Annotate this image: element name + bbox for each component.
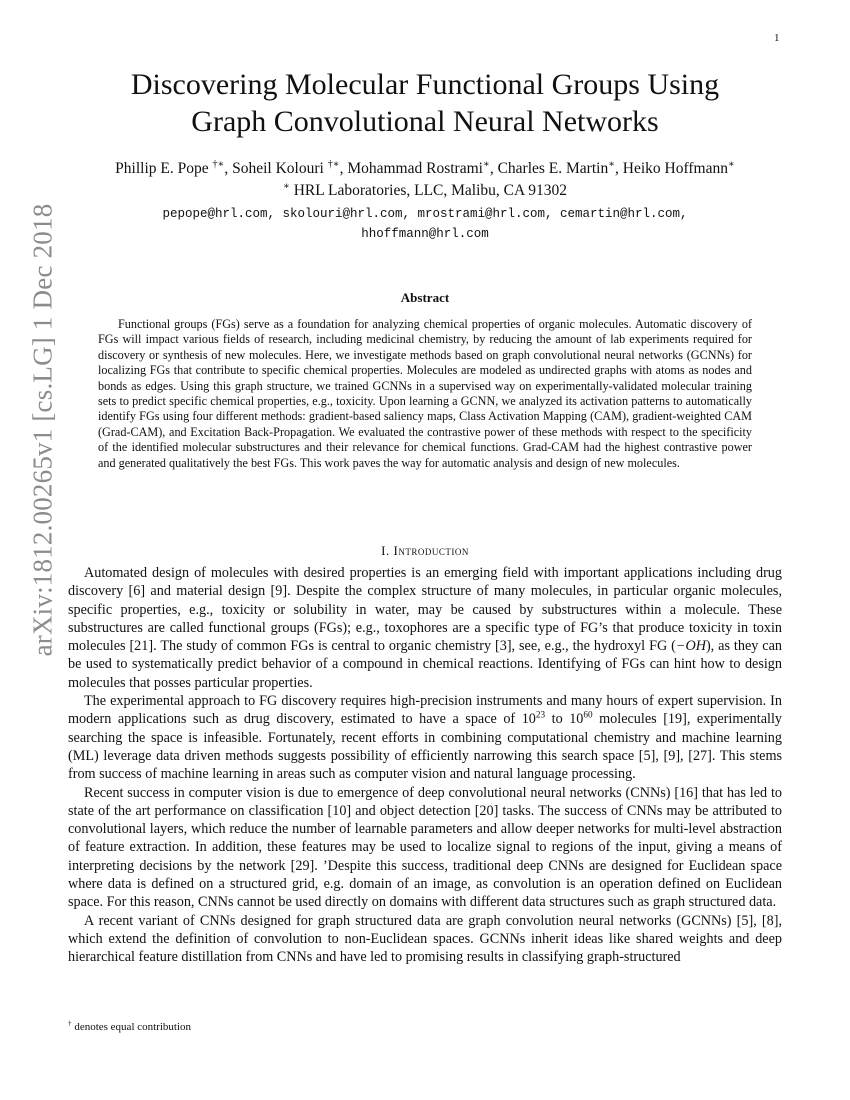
- author-2: Soheil Kolouri †∗,: [232, 158, 348, 177]
- affiliation-mark: ∗: [283, 180, 290, 192]
- page-number: 1: [774, 32, 780, 44]
- paper-header: [0, 66, 850, 244]
- exponent-10-23: $10^{23}$: [521, 709, 546, 728]
- title-line-2: Graph Convolutional Neural Networks: [191, 105, 659, 138]
- author-3: Mohammad Rostrami∗,: [347, 158, 498, 177]
- emails-line-2: hhoffmann@hrl.com: [361, 227, 489, 241]
- paragraph-1: Automated design of molecules with desired properties is an emerging field with important applications including drug discovery [6] and material design [9]. Despite the complex structure of many molecules, in particular organic molecules, specific properties, e.g., toxicity or solubility in water, may be caused by substructures within a molecule. These substructures are called functional groups (FGs); e.g., toxophores are a specific type of FG’s that produce toxicity in toxin molecules [21]. The study of common FGs is central to organic chemistry [3], see, e.g., the hydroxyl FG (−OH), as they can be used to systematically predict behavior of a compound in chemical reactions. Identifying of FGs can hint how to design molecules that posses particular properties.: [68, 565, 782, 691]
- author-4: Charles E. Martin∗,: [497, 158, 623, 177]
- section-heading-introduction: [0, 543, 850, 559]
- section-title: Introduction: [393, 543, 469, 558]
- abstract-heading: Abstract: [400, 290, 450, 305]
- author-1: Phillip E. Pope †∗,: [115, 158, 233, 177]
- paragraph-2: The experimental approach to FG discovery requires high-precision instruments and many hours of expert supervision. In modern applications such as drug discovery, estimated to have a space of $10^{23}$ to $10^{60}$ molecules [19], experimentally searching the space is infeasible. Fortunately, recent efforts in combining computational chemistry and machine learning (ML) leverage data driven methods suggests possibility of efficiently narrowing this search space [5], [9], [27]. This stems from success of machine learning in areas such as computer vision and natural language processing.: [68, 693, 782, 783]
- exponent-10-60: $10^{60}$: [569, 709, 593, 728]
- affiliation: ∗ HRL Laboratories, LLC, Malibu, CA 91302: [283, 180, 567, 199]
- title-line-1: Discovering Molecular Functional Groups Using: [130, 68, 720, 101]
- author-5: Heiko Hoffmann∗: [622, 158, 735, 177]
- footnote-mark: †: [68, 1019, 72, 1028]
- author-list: [0, 158, 850, 180]
- section-number: I.: [381, 543, 390, 558]
- author-emails: [0, 204, 850, 244]
- footnote: † denotes equal contribution: [68, 1019, 192, 1033]
- paper-title: [0, 66, 850, 140]
- emails-line-1: pepope@hrl.com, skolouri@hrl.com, mrostrami@hrl.com, cemartin@hrl.com,: [162, 207, 688, 221]
- abstract-text: Functional groups (FGs) serve as a foundation for analyzing chemical properties of organic molecules. Automatic discovery of FGs will impact various fields of research, including medicinal chemistry, by reducing the amount of lab experiments required for discovery or synthesis of new molecules. Here, we investigate methods based on graph convolutional neural networks (GCNNs) for localizing FGs that contribute to specific chemical properties. Molecules are modeled as undirected graphs with atoms as nodes and bonds as edges. Using this graph structure, we trained GCNNs in a supervised way on experimentally-validated molecular training sets to predict specific chemical properties, e.g., toxicity. Upon learning a GCNN, we analyzed its activation patterns to automatically identify FGs using four different methods: gradient-based saliency maps, Class Activation Mapping (CAM), gradient-weighted CAM (Grad-CAM), and Excitation Back-Propagation. We evaluated the contrastive power of these methods with respect to the specificity of the identified molecular substructures and their relevance for chemical functions. Grad-CAM had the highest contrastive power and generated qualitatively the best FGs. This work paves the way for automatic analysis and design of new molecules.: [98, 317, 752, 470]
- arxiv-identifier[interactable]: arXiv:1812.00265v1 [cs.LG] 1 Dec 2018: [27, 203, 58, 657]
- introduction-body: [68, 564, 782, 967]
- hydroxyl-formula: −OH: [675, 638, 706, 655]
- paragraph-3: Recent success in computer vision is due to emergence of deep convolutional neural networks (CNNs) [16] that has led to state of the art performance on classification [10] and object detection [20] tasks. The success of CNNs may be attributed to convolutional layers, which reduce the number of learnable parameters and allow deeper networks for multi-level abstraction of feature extraction. In addition, these features may be used to localize signal to regions of the input, giving a means of interpreting decisions by the network [29]. ’Despite this success, traditional deep CNNs are designed for Euclidean space where data is defined on a structured grid, e.g. domain of an image, as convolution is an operation defined on Euclidean space. For this reason, CNNs cannot be used directly on domains with different data structures such as graph structured data.: [68, 784, 782, 911]
- paragraph-4: A recent variant of CNNs designed for graph structured data are graph convolution neural networks (GCNNs) [5], [8], which extend the definition of convolution to non-Euclidean spaces. GCNNs inherit ideas like shared weights and deep hierarchical feature distillation from CNNs and have led to promising results in classifying graph-structured: [68, 912, 782, 966]
